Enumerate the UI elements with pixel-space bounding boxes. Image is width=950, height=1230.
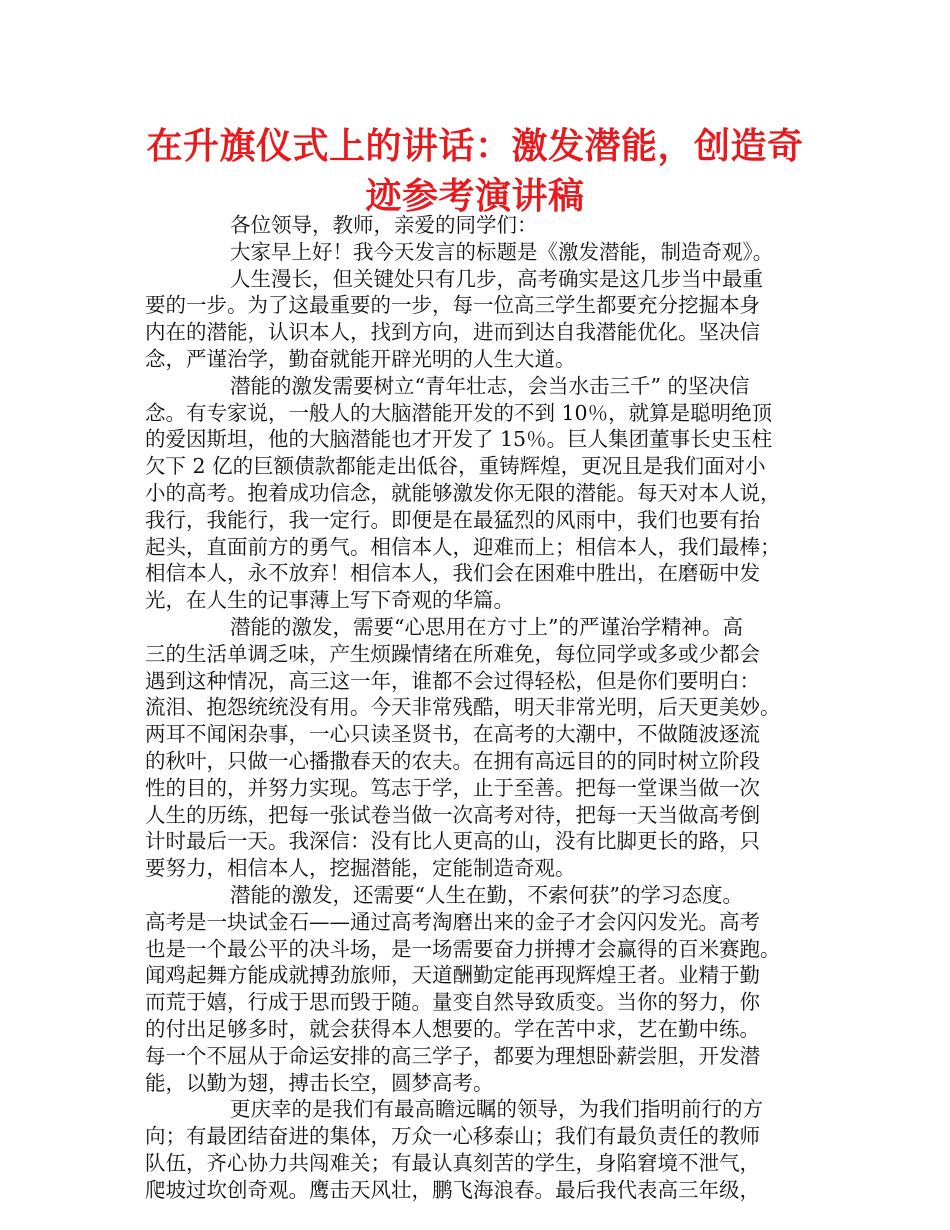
body-line: 的爱因斯坦，他的大脑潜能也才开发了 15％。巨人集团董事长史玉柱 (145, 427, 773, 452)
body-line: 的秋叶，只做一心播撒春天的农夫。在拥有高远目的的同时树立阶段 (145, 748, 760, 773)
body-line: 内在的潜能，认识本人，找到方向，进而到达自我潜能优化。坚决信 (145, 320, 760, 345)
body-line: 能，以勤为翅，搏击长空，圆梦高考。 (145, 1070, 494, 1095)
body-line: 光，在人生的记事薄上写下奇观的华篇。 (145, 588, 514, 613)
body-line: 也是一个最公平的决斗场，是一场需要奋力拼搏才会赢得的百米赛跑。 (145, 936, 781, 961)
body-line: 更庆幸的是我们有最高瞻远瞩的领导，为我们指明前行的方 (230, 1097, 763, 1122)
body-line: 人生的历练，把每一张试卷当做一次高考对待，把每一天当做高考倒 (145, 802, 760, 827)
body-line: 潜能的激发，需要“心思用在方寸上”的严谨治学精神。高 (230, 614, 743, 639)
title-line-1: 在升旗仪式上的讲话：激发潜能，创造奇 (146, 126, 804, 167)
body-line: 每一个不屈从于命运安排的高三学子，都要为理想卧薪尝胆，开发潜 (145, 1043, 760, 1068)
body-line: 三的生活单调乏味，产生烦躁情绪在所难免，每位同学或多或少都会 (145, 641, 760, 666)
body-line: 潜能的激发，还需要“人生在勤，不索何获”的学习态度。 (230, 882, 743, 907)
body-line: 念，严谨治学，勤奋就能开辟光明的人生大道。 (145, 346, 576, 371)
body-line: 流泪、抱怨统统没有用。今天非常残酷，明天非常光明，后天更美妙。 (145, 695, 781, 720)
body-line: 队伍，齐心协力共闯难关；有最认真刻苦的学生，身陷窘境不泄气， (145, 1150, 760, 1175)
body-line: 向；有最团结奋进的集体，万众一心移泰山；我们有最负责任的教师 (145, 1124, 760, 1149)
body-line: 计时最后一天。我深信：没有比人更高的山，没有比脚更长的路，只 (145, 829, 760, 854)
body-line: 潜能的激发需要树立“青年壮志，会当水击三千” 的坚决信 (230, 373, 750, 398)
body-line: 遇到这种情况，高三这一年，谁都不会过得轻松，但是你们要明白： (145, 668, 760, 693)
body-line: 高考是一块试金石——通过高考淘磨出来的金子才会闪闪发光。高考 (145, 909, 760, 934)
body-line: 两耳不闻闲杂事，一心只读圣贤书，在高考的大潮中，不做随波逐流 (145, 722, 760, 747)
body-line: 闻鸡起舞方能成就搏劲旅师，天道酬勤定能再现辉煌王者。业精于勤 (145, 963, 760, 988)
body-line: 我行，我能行，我一定行。即便是在最猛烈的风雨中，我们也要有抬 (145, 507, 760, 532)
body-line: 性的目的，并努力实现。笃志于学，止于至善。把每一堂课当做一次 (145, 775, 760, 800)
title-line-2: 迹参考演讲稿 (365, 176, 585, 217)
body-line: 欠下 2 亿的巨额债款都能走出低谷，重铸辉煌，更况且是我们面对小 (145, 454, 766, 479)
body-line: 爬坡过坎创奇观。鹰击天风壮，鹏飞海浪春。最后我代表高三年级， (145, 1177, 760, 1202)
body-line: 起头，直面前方的勇气。相信本人，迎难而上；相信本人，我们最棒； (145, 534, 781, 559)
body-line: 相信本人，永不放弃！相信本人，我们会在困难中胜出，在磨砺中发 (145, 561, 760, 586)
body-line: 大家早上好！我今天发言的标题是《激发潜能，制造奇观》。 (230, 239, 774, 264)
page-title (120, 122, 830, 222)
body-line: 小的高考。抱着成功信念，就能够激发你无限的潜能。每天对本人说， (145, 480, 781, 505)
body-line: 而荒于嬉，行成于思而毁于随。量变自然导致质变。当你的努力，你 (145, 990, 760, 1015)
body-line: 念。有专家说，一般人的大脑潜能开发的不到 10％，就算是聪明绝顶 (145, 400, 773, 425)
body-line: 各位领导，教师，亲爱的同学们： (230, 213, 538, 237)
body-line: 的付出足够多时，就会获得本人想要的。学在苦中求，艺在勤中练。 (145, 1016, 760, 1041)
speech-body (145, 212, 825, 1203)
body-line: 要的一步。为了这最重要的一步，每一位高三学生都要充分挖掘本身 (145, 293, 760, 318)
body-line: 要努力，相信本人，挖掘潜能，定能制造奇观。 (145, 856, 576, 881)
body-line: 人生漫长，但关键处只有几步，高考确实是这几步当中最重 (230, 266, 763, 291)
